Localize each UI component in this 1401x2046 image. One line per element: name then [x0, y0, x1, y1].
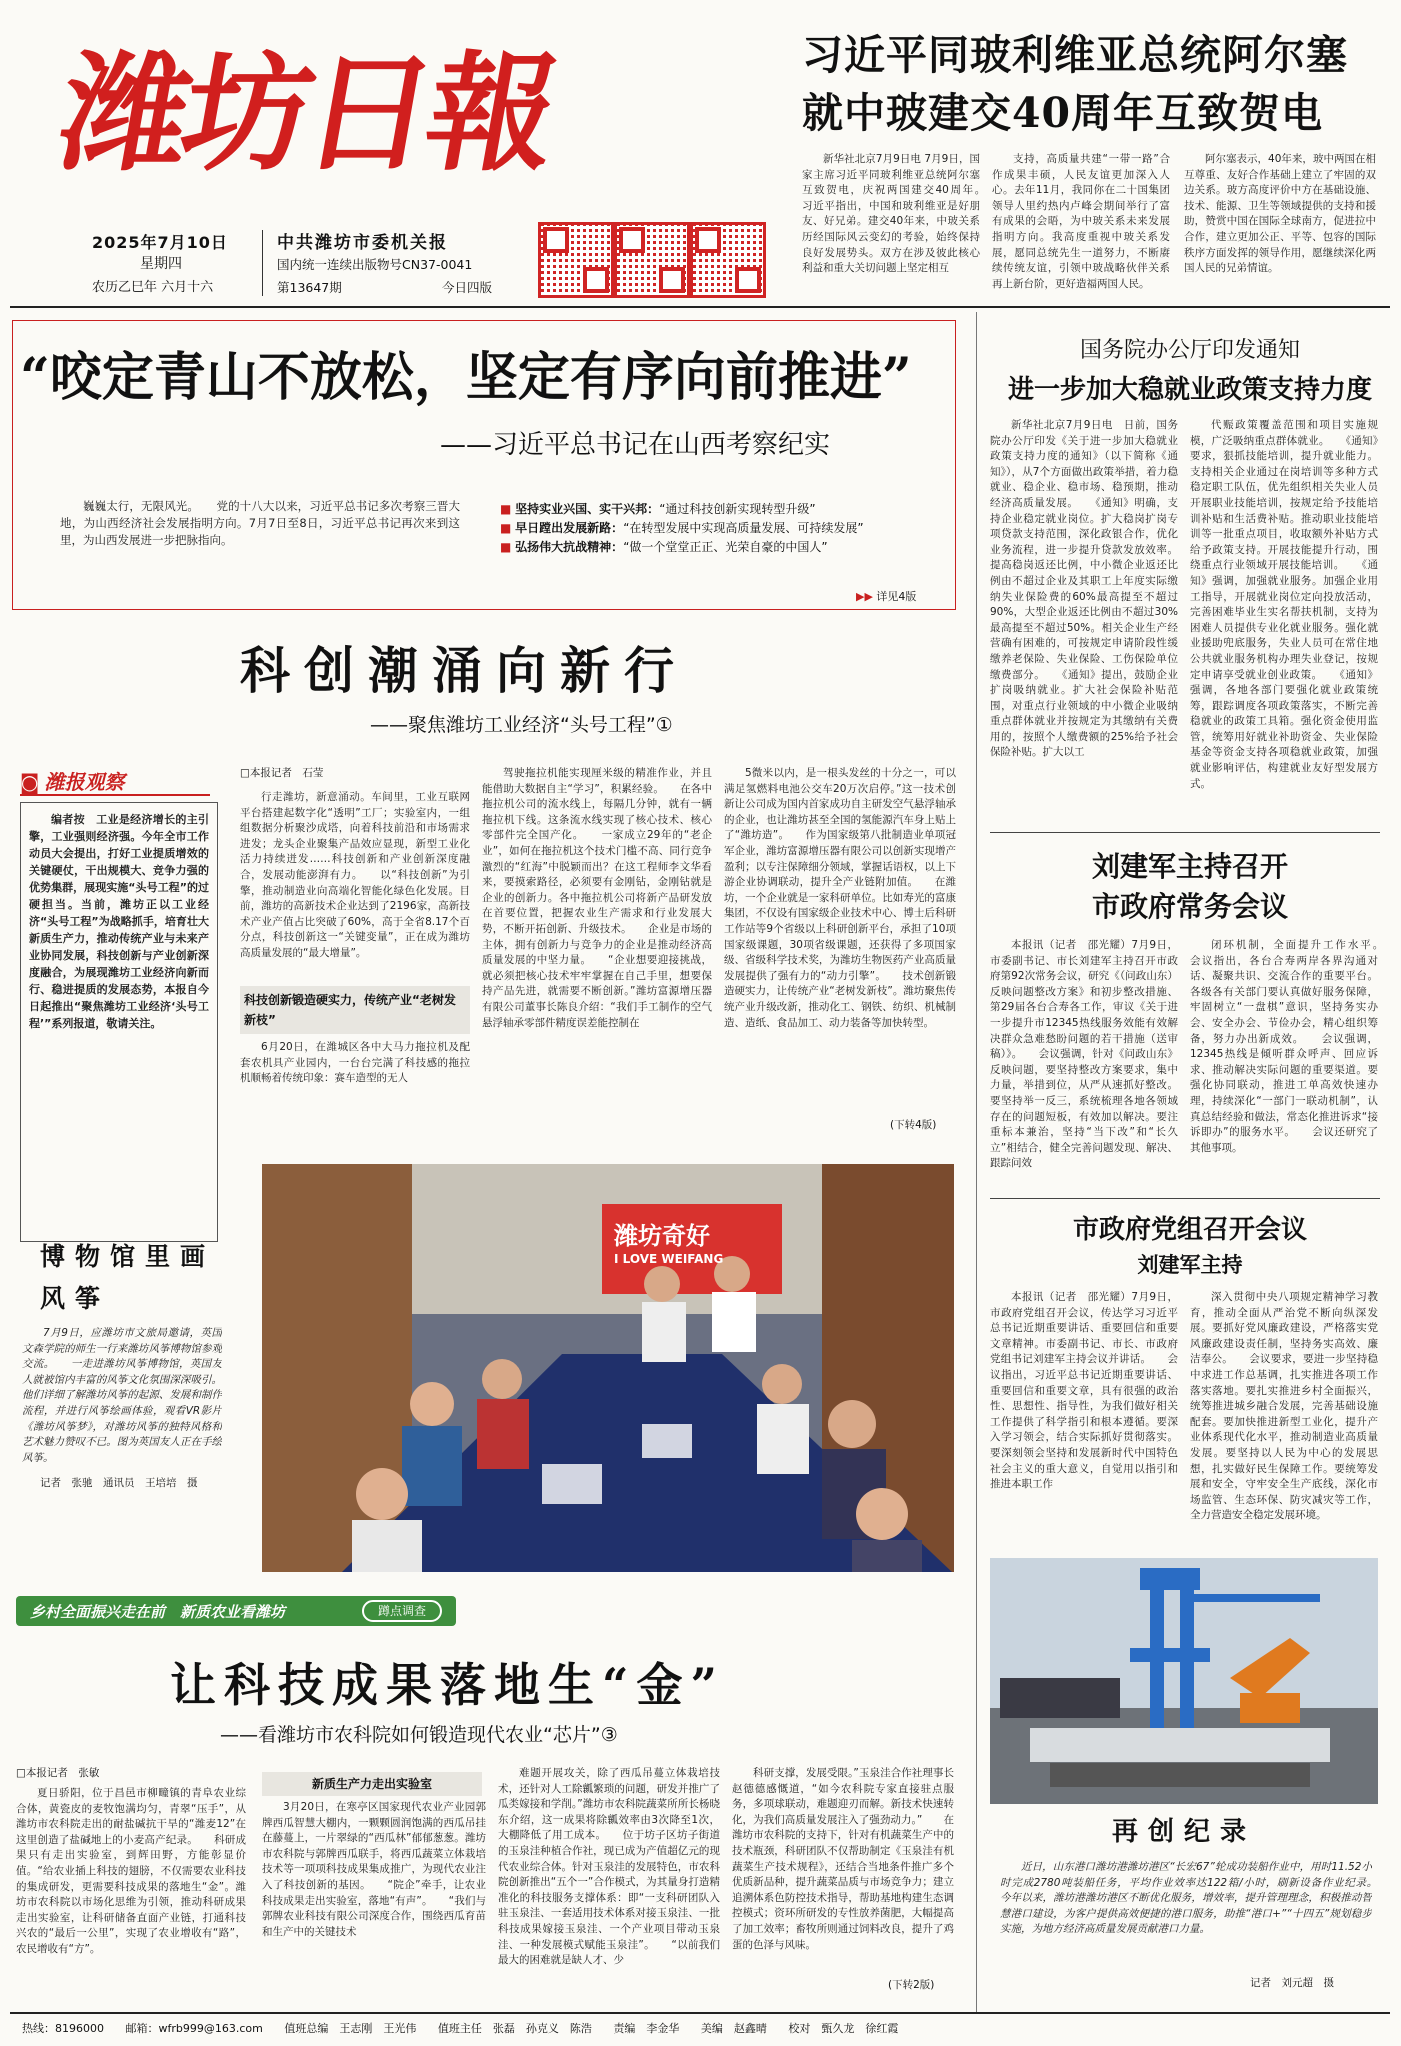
sci-subheading: 科技创新锻造硬实力，传统产业“老树发新枝”	[240, 986, 470, 1034]
masthead-issue: 第13647期	[277, 280, 342, 295]
sci-subtitle: ——聚焦潍坊工业经济“头号工程”①	[370, 714, 673, 736]
footer-proof: 校对 甄久龙 徐红霞	[788, 2022, 899, 2035]
feature-more-link[interactable]: ▶▶ 详见4版	[856, 590, 917, 603]
feature-subtitle: ——习近平总书记在山西考察纪实	[440, 430, 831, 460]
masthead	[0, 0, 770, 300]
footer-director: 值班主任 张磊 孙克义 陈浩	[437, 2022, 592, 2035]
museum-caption: 7月9日，应潍坊市文旅局邀请，英国文森学院的师生一行来潍坊风筝博物馆参观交流。 一走进潍坊风筝博物馆，英国友人就被馆内丰富的风筝文化氛围深深吸引。他们详细了解潍坊风筝的起源、发展和制作流程，并进行风筝绘画体验，观看VR影片《潍坊风筝梦》，对潍坊风筝的独特风格和艺术魅力赞叹不已。图为英国友人正在手绘风筝。	[22, 1327, 222, 1464]
feature-bullets	[500, 500, 940, 557]
sci-col-3: 5微米以内，是一根头发丝的十分之一，可以满足氢燃料电池公交车20万次启停。”这一技术创新让公司成为国内首家成功自主研发空气悬浮轴承的企业，也让潍坊甚至全国的氢能源汽车身上贴上了“潍坊造”。 作为国家级第八批制造业单项冠军企业，潍坊富源增压器有限公司以创新实现增产盈利；以专注保障细分领域，掌握话语权，以上下游企业协调联动，提升全产业链附加值。 在潍坊，一个企业就是一家科研单位。比如寿光的富康集团，不仅设有国家级企业技术中心、博士后科研工作站等9个省级以上科研创新平台，承担了10项国家级课题，30项省级课题，还获得了多项国家级、省级科学技术奖，为潍坊生物医药产业高质量发展提供了强有力的“动力引擎”。 技术创新锻造硬实力，让传统产业“老树发新枝”。潍坊聚焦传统产业升级改新，推动化工、钢铁、纺织、机械制造、造纸、食品加工、动力装备等加快转型。	[724, 767, 956, 1029]
museum-title: 博物馆里画风筝	[40, 1242, 216, 1313]
port-credit: 记者 刘元超 摄	[1250, 1977, 1334, 1989]
bolivia-col-1: 新华社北京7月9日电 7月9日，国家主席习近平同玻利维亚总统阿尔塞互致贺电，庆祝两国建交40周年。 习近平指出，中国和玻利维亚是好朋友、好兄弟。建交40年来，中玻关系历经国际风云变幻的考验，始终保持良好发展势头。双方在涉及彼此核心利益和重大关切问题上坚定相互	[802, 153, 980, 275]
masthead-lunar: 农历乙巳年 六月十六	[92, 280, 214, 295]
sci-more[interactable]: (下转4版)	[890, 1119, 937, 1131]
museum-photo	[262, 1164, 954, 1572]
photo-sign-subtext: I LOVE WEIFANG	[614, 1252, 724, 1266]
bullet-item[interactable]: ■ 弘扬伟大抗战精神：“做一个堂堂正正、光荣自豪的中国人”	[500, 540, 828, 554]
rural-col-3: 难题开展攻关，除了西瓜吊蔓立体栽培技术，还针对人工除瓤繁琐的问题，研发并推广了瓜类嫁接和学削。”潍坊市农科院蔬菜所所长杨晓东介绍，这一成果将除瓤效率由3次降至1次，大棚降低了用工成本。 位于坊子区坊子街道的玉泉洼种植合作社，现已成为产值超亿元的现代农业综合体。针对玉泉洼的发展特色，市农科院创新推出“五个一”合作模式，为其量身打造精准化的科技服务支撑体系：即“一支科研团队入驻玉泉洼、一套适用技术体系对接玉泉洼、一批科技成果嫁接玉泉洼、一个产业项目带动玉泉洼、一种发展模式赋能玉泉洼”。 “以前我们最大的困难就是缺人才、少	[498, 1767, 720, 1967]
rural-headline: 让科技成果落地生“金”	[170, 1658, 725, 1712]
qr-code-icon[interactable]	[690, 222, 766, 298]
sci-col-1a: 行走潍坊，新意涌动。车间里，工业互联网平台搭建起数字化“透明”工厂；实验室内，一组组数据分析聚沙成塔，向着科技前沿和市场需求进发；龙头企业聚集产品效应显现，新型工业化活力持续迸发……科技创新和产业创新深度融合，发展动能澎湃有力。 以“科技创新”为引擎，推动制造业向高端化智能化绿色化发展。目前，潍坊的高新技术企业达到了2196家，高新技术产业产值占比突破了60%，高于全省8.17个百分点，科技创新这一“关键变量”，正在成为潍坊高质量发展的“最大增量”。	[240, 791, 470, 959]
bolivia-col-3: 阿尔塞表示，40年来，玻中两国在相互尊重、友好合作基础上建立了牢固的双边关系。玻方高度评价中方在基础设施、技术、能源、卫生等领域提供的支持和援助，赞赏中国在国际全球南方，促进拉中合作，建立更加公正、平等、包容的国际秩序方面发挥的领导作用，愿继续深化两国人民的兄弟情谊。	[1184, 153, 1376, 275]
qr-code-icon[interactable]	[538, 222, 614, 298]
party-title-1: 市政府党组召开会议	[1072, 1215, 1307, 1245]
masthead-pages: 今日四版	[442, 280, 493, 295]
mayor-col-2: 闭环机制，全面提升工作水平。 会议指出，各台合寿两岸各界沟通对话、凝聚共识、交流合作的重要平台。各级各有关部门要认真做好服务保障，牢固树立“一盘棋”意识，坚持务实办会、安全办会、节俭办会，精心组织筹备，努力办出新成效。 会议强调，12345热线是倾听群众呼声、回应诉求、推动解决实际问题的重要渠道。要强化协同联动，推进工单高效快速办理，持续深化“一部门一联动机制”，认真总结经验和做法，常态化推进诉求“接诉即办”的服务水平。 会议还研究了其他事项。	[1190, 939, 1378, 1154]
sci-badge: ◙ 潍报观察	[20, 766, 210, 796]
employ-col-1: 新华社北京7月9日电 日前，国务院办公厅印发《关于进一步加大稳就业政策支持力度的通知》（以下简称《通知》），从7个方面做出政策举措，着力稳就业、稳企业、稳市场、稳预期，推动经济高质量发展。 《通知》明确，支持企业稳定就业岗位。扩大稳岗扩岗专项贷款支持范围，深化政银合作，优化业务流程，进一步提升贷款发放效率。提高稳岗返还比例，中小微企业返还比例由不超过企业及其职工上年度实际缴纳失业保险费的60%最高提至不超过90%，大型企业返还比例由不超过30%最高提至不超过50%。相关企业生产经营确有困难的，可按规定申请阶段性缓缴养老保险、失业保险、工伤保险单位缴费部分。 《通知》提出，鼓励企业扩岗吸纳就业。扩大社会保险补贴范围，对重点行业领域的中小微企业吸纳重点群体就业并按规定为其缴纳有关费用的，按照个人缴费额的25%给予社会保险补贴。扩大以工	[990, 419, 1178, 759]
footer-designer: 美编 赵鑫晴	[700, 2022, 767, 2035]
editor-note: 编者按 工业是经济增长的主引擎，工业强则经济强。今年全市工作动员大会提出，打好工业提质增效的关键硬仗，干出规模大、竞争力强的优势集群，展现实施“头号工程”的过硬担当。当前，潍坊正以工业经济“头号工程”为战略抓手，培育壮大新质生产力，推动传统产业与未来产业协同发展，科技创新与产业创新深度融合，为展现潍坊工业经济向新而行、稳进提质的发展态势，本报自今日起推出“聚焦潍坊工业经济‘头号工程’”系列报道，敬请关注。	[20, 802, 218, 1242]
port-crane-photo	[990, 1558, 1378, 1804]
employ-title-2: 进一步加大稳就业政策支持力度	[1007, 375, 1372, 405]
feature-lead: 巍巍太行，无限风光。 党的十八大以来，习近平总书记多次考察三晋大地，为山西经济社会发展指明方向。7月7日至8日，习近平总书记再次来到这里，为山西发展进一步把脉指向。	[60, 499, 460, 547]
photo-sign-text: 潍坊奇好	[614, 1222, 710, 1250]
party-col-1: 本报讯（记者 邵光耀）7月9日，市政府党组召开会议，传达学习习近平总书记近期重要讲话、重要回信和重要文章精神。市委副书记、市长、市政府党组书记刘建军主持会议并讲话。 会议指出，习近平总书记近期重要讲话、重要回信和重要文章，具有很强的政治性、思想性、指导性，为我们做好相关工作提供了科学指引和根本遵循。要深入学习领会，结合实际抓好贯彻落实。要深刻领会坚持和发展新时代中国特色社会主义的重大意义，自觉用以指引和推进本职工作	[990, 1291, 1178, 1491]
rural-subtitle: ——看潍坊市农科院如何锻造现代农业“芯片”③	[220, 1724, 618, 1746]
footer-hotline: 热线：8196000	[22, 2022, 104, 2035]
bolivia-col-2: 支持，高质量共建“一带一路”合作成果丰硕，人民友谊更加深入人心。去年11月，我同你在二十国集团领导人里约热内卢峰会期间举行了富有成果的会晤，为中玻关系未来发展指明方向。我高度重视中玻关系发展，愿同总统先生一道努力，不断赓续传统友谊，引领中玻战略伙伴关系再上新台阶，更好造福两国人民。	[992, 153, 1170, 290]
bullet-item[interactable]: ■ 早日蹚出发展新路：“在转型发展中实现高质量发展、可持续发展”	[500, 521, 864, 535]
camera-icon: ◙	[20, 770, 40, 794]
sci-col-1b: 6月20日，在潍城区各中大马力拖拉机及配套农机具产业园内，一台台完满了科技感的拖拉机顺畅着传统印象：赛车造型的无人	[240, 1041, 470, 1085]
masthead-date: 2025年7月10日	[92, 233, 228, 252]
footer	[22, 2020, 1382, 2038]
rural-col-2: 3月20日，在寒亭区国家现代农业产业园郭牌西瓜智慧大棚内，一颗颗圆润饱满的西瓜吊挂在藤蔓上，一片翠绿的“西瓜林”郁郁葱葱。潍坊市农科院与郭牌西瓜联手，将西瓜蔬菜立体栽培技术等一项项科技成果集成推广，为现代农业注入了科技创新的基因。 “院企”牵手，让农业科技成果走出实验室，落地“有声”。 “我们与郭牌农业科技有限公司深度合作，围绕西瓜育苗和生产中的关键技术	[262, 1801, 486, 1938]
rural-seal: 蹲点调查	[362, 1600, 442, 1622]
party-title-2: 刘建军主持	[1137, 1253, 1243, 1277]
employ-title-1: 国务院办公厅印发通知	[1079, 338, 1300, 363]
kite-painting-photo	[262, 1164, 954, 1572]
sci-byline: □本报记者 石莹	[240, 767, 324, 779]
footer-chief: 值班总编 王志刚 王光伟	[284, 2022, 417, 2035]
sci-headline: 科创潮涌向新行	[240, 641, 688, 700]
employ-col-2: 代赈政策覆盖范围和项目实施规模，广泛吸纳重点群体就业。 《通知》要求，狠抓技能培训，提升就业能力。支持相关企业通过在岗培训等多种方式稳定职工队伍，优先组织相关失业人员开展职业技能培训，按规定给予技能培训补贴和生活费补贴。推动职业技能培训等一批重点项目，收取额外补贴方式给予政策支持。开展技能提升行动，围绕重点行业领域开展技能培训。 《通知》强调，加强就业服务。加强企业用工指导，开展就业岗位定向投放活动，完善困难毕业生实名帮扶机制，支持为困难人员提供专业化就业服务。强化就业援助兜底服务，失业人员可在常住地公共就业服务机构办理失业登记，按规定申请享受就业创业政策。 《通知》强调，各地各部门要强化就业政策统筹，跟踪调度各项政策落实，不断完善稳就业的政策工具箱。强化资金使用监管，统筹用好就业补助资金、失业保险基金等资金支持各项稳就业政策，加强就业影响评估，构建就业友好型发展方式。	[1190, 419, 1378, 790]
feature-headline: “咬定青山不放松，坚定有序向前推进”	[20, 347, 912, 408]
museum-credit: 记者 张驰 通讯员 王培培 摄	[40, 1477, 198, 1489]
mayor-col-1: 本报讯（记者 邵光耀）7月9日，市委副书记、市长刘建军主持召开市政府第92次常务会议，研究《（问政山东）反映问题整改方案》和初步整改措施、第29届各台合寿各工作，审议《关于进一步提升市12345热线服务效能有效解决群众急难愁盼问题的若干措施（送审稿）》。 会议强调，针对《问政山东》反映问题，要坚持整改方案要求，集中力量，举措到位，从严从速抓好整改。要坚持举一反三，系统梳理各地各领域存在的问题短板，有效加以解决。要注重标本兼治，坚持“当下改”和“长久立”相结合，健全完善问题发现、解决、跟踪问效	[990, 939, 1178, 1170]
masthead-cn: 国内统一连续出版物号CN37-0041	[277, 257, 473, 272]
rural-byline: □本报记者 张敏	[16, 1767, 100, 1779]
party-col-2: 深入贯彻中央八项规定精神学习教育，推动全面从严治党不断向纵深发展。要抓好党风廉政建设，严格落实党风廉政建设责任制，坚持务实高效、廉洁奉公。 会议要求，要进一步坚持稳中求进工作总基调，扎实推进各项工作落实落地。要扎实推进乡村全面振兴，统筹推进城乡融合发展，完善基础设施配套。要加快推进新型工业化，提升产业体系现代化水平，推动制造业高质量发展。要坚持以人民为中心的发展思想，扎实做好民生保障工作。要统筹发展和安全，守牢安全生产底线，深化市场监管、生态环保、防灾减灾等工作，全力营造安全稳定发展环境。	[1190, 1291, 1378, 1522]
port-caption: 近日，山东港口潍坊港潍坊港区“长宏67”轮成功装船作业中，用时11.52小时完成2780吨装船任务，平均作业效率达122箱/小时，刷新设备作业纪录。 今年以来，潍坊港潍坊港区不断优化服务，增效率，提升管理理念，积极推动智慧港口建设，为客户提供高效便捷的港口服务，助推“港口+”“十四五”规划稳步实施，为地方经济高质量发展贡献港口力量。	[1000, 1861, 1372, 1936]
masthead-weekday: 星期四	[140, 256, 182, 272]
headline-bolivia-2: 就中玻建交40周年互致贺电	[802, 89, 1324, 137]
mayor-title-1: 刘建军主持召开	[1091, 850, 1288, 883]
port-title: 再创纪录	[1111, 1817, 1256, 1847]
rural-more[interactable]: (下转2版)	[888, 1979, 935, 1991]
headline-bolivia-1: 习近平同玻利维亚总统阿尔塞	[802, 31, 1348, 79]
footer-editor: 责编 李金华	[613, 2022, 680, 2035]
bullet-item[interactable]: ■ 坚持实业兴国、实干兴邦：“通过科技创新实现转型升级”	[500, 502, 816, 516]
rural-col-4: 科研支撑，发展受限。”玉泉洼合作社理事长赵德德感慨道，“如今农科院专家直接驻点服务，多项球联动，难题迎刃而解。新技术快速转化，为我们高质量发展注入了强劲动力。” 在潍坊市农科院的支持下，针对有机蔬菜生产中的技术瓶颈，科研团队不仅帮助制定《玉泉洼有机蔬菜生产技术规程》，还结合当地条件推广多个优质新品种，提升蔬菜品质与市场竞争力；建立追溯体系色防控技术指导，帮助基地构建生态调控模式；资环所研发的专性放养菌肥，大幅提高了加工效率；畜牧所则通过饲料改良，提升了鸡蛋的色泽与风味。	[732, 1767, 954, 1951]
footer-email[interactable]: 邮箱：wfrb999@163.com	[125, 2022, 263, 2035]
rural-subheading: 新质生产力走出实验室	[262, 1772, 482, 1796]
port-photo	[990, 1558, 1378, 1804]
sci-col-2: 驾驶拖拉机能实现厘米级的精准作业，并且能借助大数据自主“学习”，积累经验。 在各中拖拉机公司的流水线上，每隔几分钟，就有一辆拖拉机下线。这条流水线实现了核心技术、核心零部件完全国产化。 一家成立29年的“老企业”，如何在拖拉机这个技术门槛不高、同行竞争激烈的“红海”中脱颖而出？在这工程师李文华看来，要摸索路径，必须要有金刚钻，金刚钻就是企业的创新力。各中拖拉机公司将新产品研发放在首要位置，把握农业生产需求和行业发展大势，不断开拓创新、升级技术。 企业是市场的主体，拥有创新力与竞争力的企业是推动经济高质量发展的中坚力量。 “企业想要迎接挑战，就必须把核心技术牢牢掌握在自己手里，想要保持产品先进，就需要不断创新。”潍坊富源增压器有限公司董事长陈良介绍：“我们手工制作的空气悬浮轴承零部件精度误差能控制在	[482, 767, 712, 1029]
newspaper-logo: 潍坊日報	[48, 39, 564, 189]
qr-code-icon[interactable]	[614, 222, 690, 298]
mayor-title-2: 市政府常务会议	[1091, 890, 1288, 923]
rural-col-1: 夏日骄阳，位于昌邑市柳疃镇的青阜农业综合体，黄瓷皮的麦牧饱满均匀，青翠“压手”，从潍坊市农科院走出的耐盐碱抗干旱的“潍麦12”在这里创造了盐碱地上的小麦高产纪录。 科研成果只有走出实验室，到辉田野，方能彰显价值。“给农业插上科技的翅膀，不仅需要农业科技的集成研发，更需要科技成果的落地生“金”。潍坊市农科院以市场化思维为引领，推动科研成果走出实验室，让科研储备直面产业链，打通科技兴农的“最后一公里”，实现了农业增收有“路”，农民增收有“方”。	[16, 1787, 246, 1955]
masthead-org: 中共潍坊市委机关报	[277, 233, 448, 253]
rural-banner: 乡村全面振兴走在前 新质农业看潍坊	[16, 1596, 456, 1626]
